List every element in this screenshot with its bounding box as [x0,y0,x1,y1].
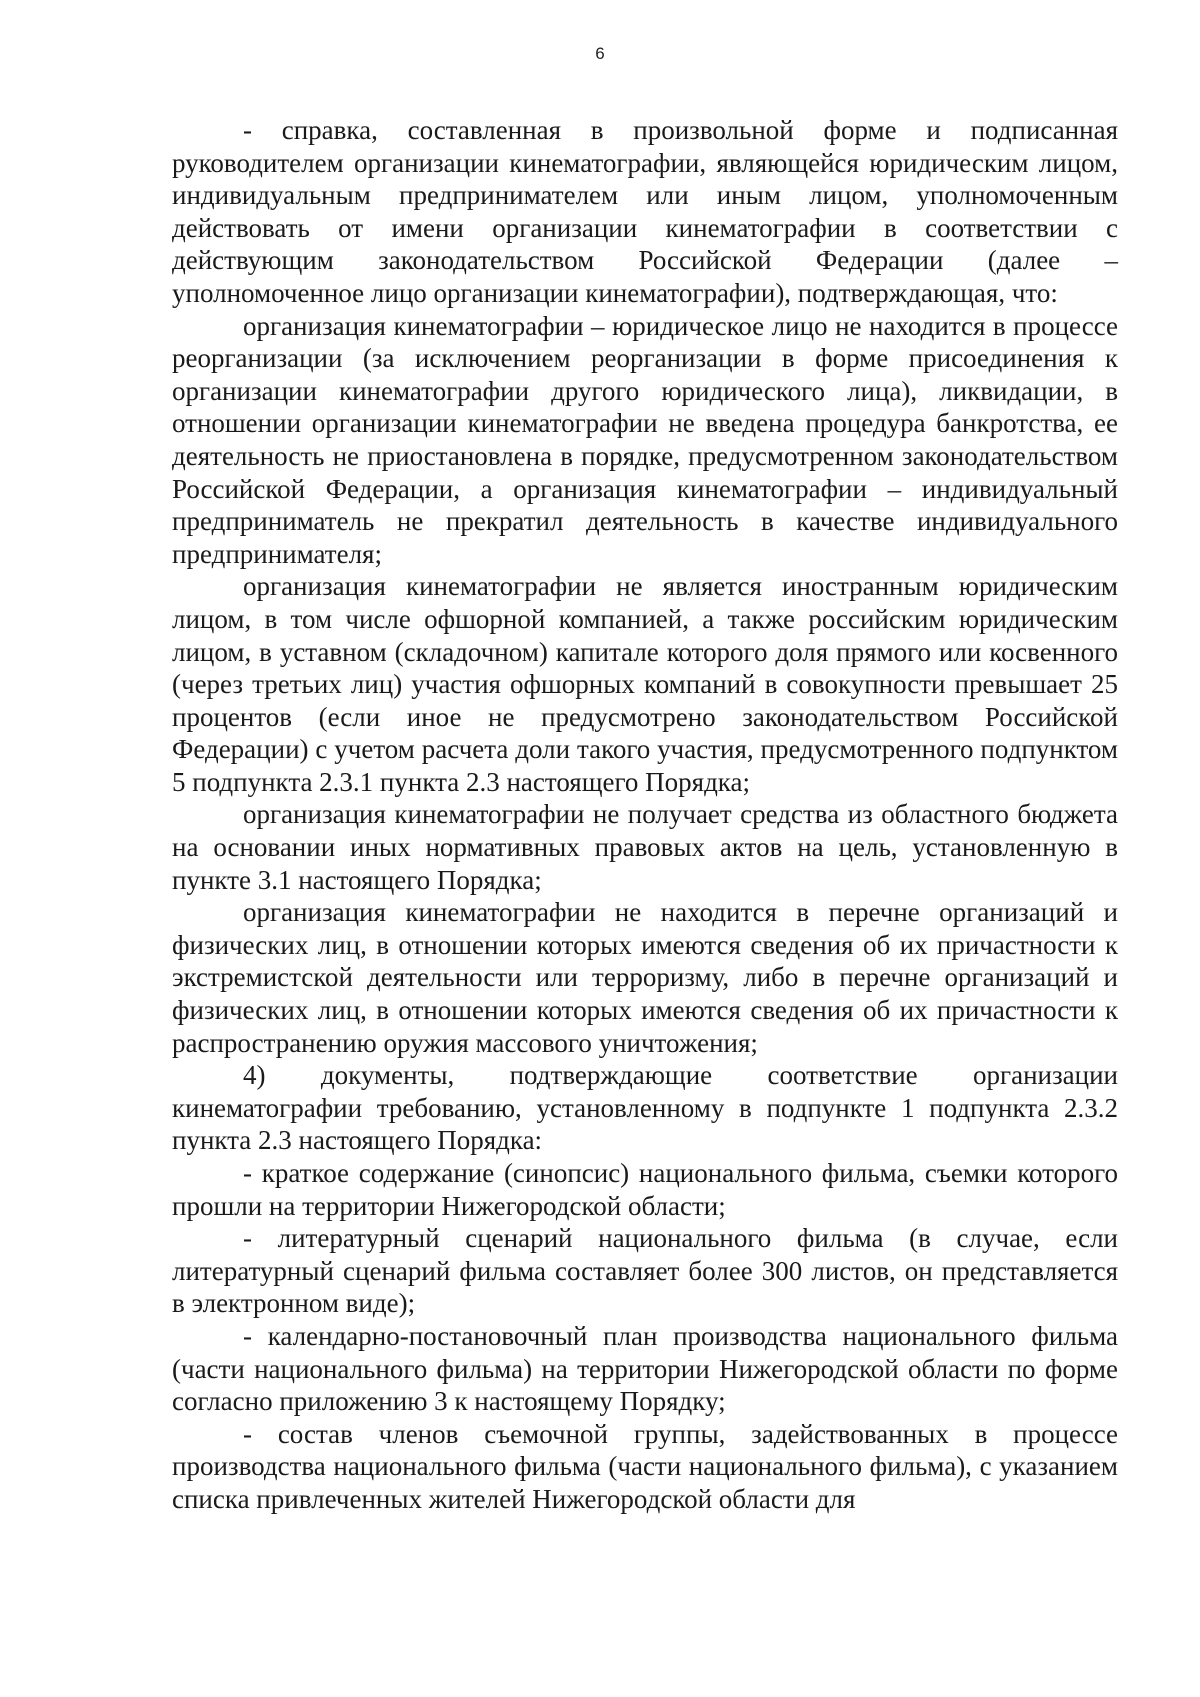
paragraph-not-in-extremist-list: организация кинематографии не находится в перечне организаций и физических лиц, в отношении которых имеются сведения об их причастности к экстремистской деятельности или терроризму, либо в перечне организаций и физических лиц, в отношении которых имеются сведения об их причастности к распространению оружия массового уничтожения; [172,897,1118,1058]
paragraph-no-other-budget-funds: организация кинематографии не получает средства из областного бюджета на основании иных нормативных правовых актов на цель, установленную в пункте 3.1 настоящего Порядка; [172,799,1118,895]
paragraph-certificate-intro: - справка, составленная в произвольной форме и подписанная руководителем организации кинематографии, являющейся юридическим лицом, индивидуальным предпринимателем или иным лицом, уполномоченным действовать от имени организации кинематографии в соответствии с действующим законодательством Российской Федерации (далее – уполномоченное лицо организации кинематографии), подтверждающая, что: [172,115,1118,308]
paragraph-crew-list: - состав членов съемочной группы, задействованных в процессе производства национального фильма (части национального фильма), с указанием списка привлеченных жителей Нижегородской области для [172,1418,1118,1514]
paragraph-synopsis: - краткое содержание (синопсис) национального фильма, съемки которого прошли на территории Нижегородской области; [172,1158,1118,1221]
page-number: 6 [595,44,605,63]
paragraph-no-reorganization: организация кинематографии – юридическое лицо не находится в процессе реорганизации (за исключением реорганизации в форме присоединения к организации кинематографии другого юридического лица), ликвидации, в отношении организации кинематографии не введена процедура банкротства, ее деятельность не приостановлена в порядке, предусмотренном законодательством Российской Федерации, а организация кинематографии – индивидуальный предприниматель не прекратил деятельность в качестве индивидуального предпринимателя; [172,310,1118,569]
paragraph-screenplay: - литературный сценарий национального фильма (в случае, если литературный сценарий фильма составляет более 300 листов, он представляется в электронном виде); [172,1223,1118,1319]
document-body [172,114,1118,1516]
paragraph-item-4-documents: 4) документы, подтверждающие соответствие организации кинематографии требованию, установленному в подпункте 1 подпункта 2.3.2 пункта 2.3 настоящего Порядка: [172,1060,1118,1156]
paragraph-not-foreign-entity: организация кинематографии не является иностранным юридическим лицом, в том числе офшорной компанией, а также российским юридическим лицом, в уставном (складочном) капитале которого доля прямого или косвенного (через третьих лиц) участия офшорных компаний в совокупности превышает 25 процентов (если иное не предусмотрено законодательством Российской Федерации) с учетом расчета доли такого участия, предусмотренного подпунктом 5 подпункта 2.3.1 пункта 2.3 настоящего Порядка; [172,571,1118,797]
paragraph-production-plan: - календарно-постановочный план производства национального фильма (части национального фильма) на территории Нижегородской области по форме согласно приложению 3 к настоящему Порядку; [172,1320,1118,1417]
